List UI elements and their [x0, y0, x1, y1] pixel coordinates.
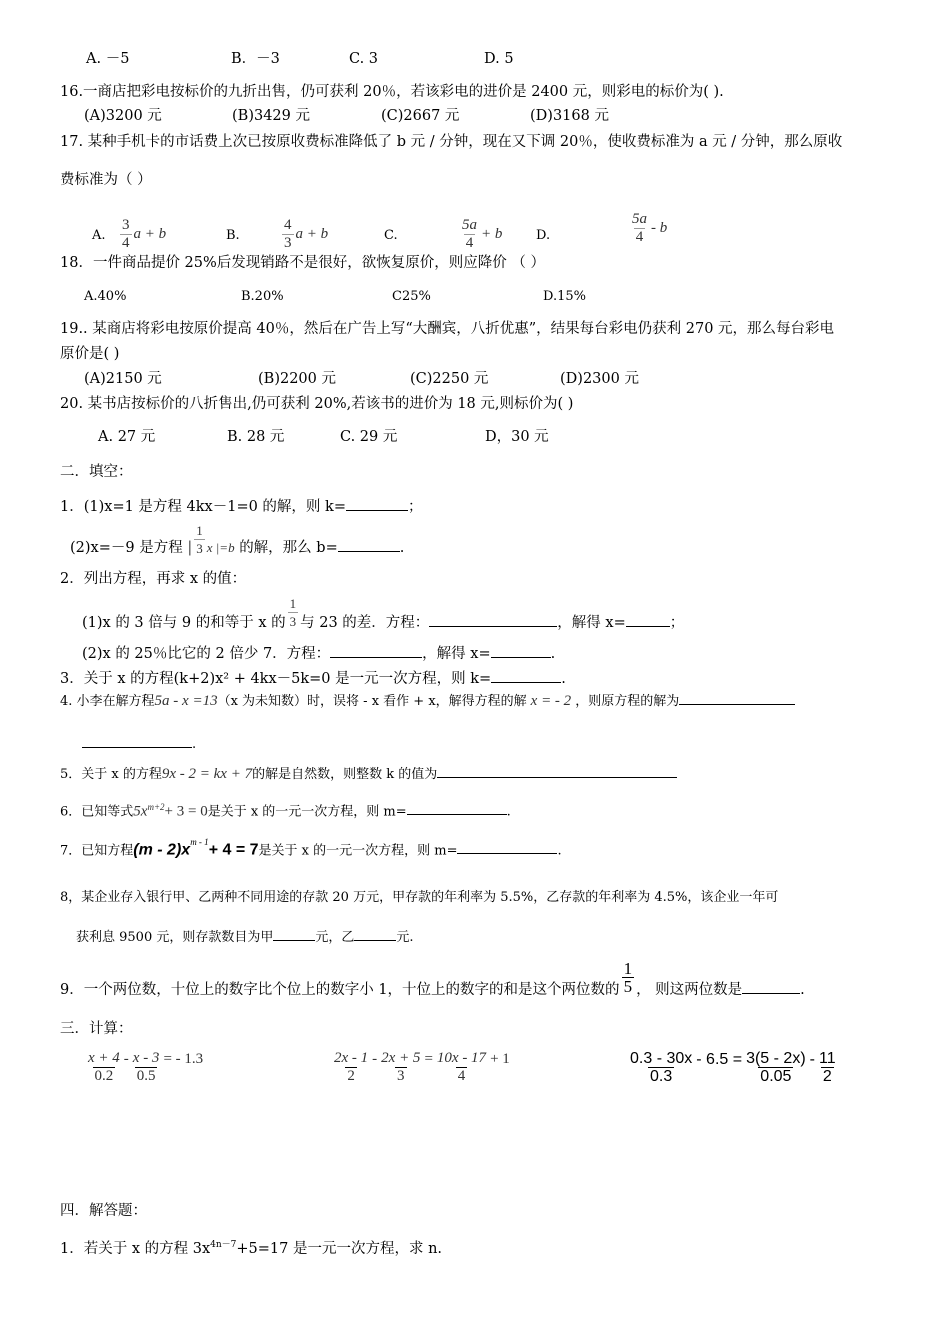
q18-option-c: C25% [392, 289, 431, 304]
blank-1a[interactable] [346, 496, 408, 511]
q20-option-b: B. 28 元 [227, 429, 285, 445]
section2-title: 二．填空： [60, 464, 133, 480]
q17-option-d: $\frac{5a}{4}$ - b [632, 211, 668, 245]
q20-option-d: D，30 元 [485, 429, 549, 445]
q19-option-b: (B)2200 元 [258, 371, 336, 387]
blank-8a[interactable] [273, 926, 315, 941]
q17-stem-line1: 17. 某种手机卡的市话费上次已按原收费标准降低了 b 元 / 分钟，现在又下调 20％，使收费标准为 a 元 / 分钟，那么原收 [60, 134, 843, 150]
blank-4a[interactable] [679, 690, 795, 705]
blank-5[interactable] [437, 763, 677, 778]
q16-option-b: (B)3429 元 [232, 108, 310, 124]
fill-2a: (1)x 的 3 倍与 9 的和等于 x 的 $\frac{1}{3}$ 与 23 的差．方程： ，解得 x= ； [82, 596, 685, 631]
fill-9: 9．一个两位数，十位上的数字比个位上的数字小 1，十位上的数字的和是这个两位数的 $\frac{1}{5}$ ， 则这两位数是 . [60, 959, 805, 998]
fill-1b: (2)x=－9 是方程 | $\frac{1}{3}$ x |=b 的解，那么 b= . [70, 523, 405, 556]
blank-4b[interactable] [82, 733, 192, 748]
fill-6: 6．已知等式$5x^{m+2}+ 3 = 0$是关于 x 的一元一次方程，则 m= . [60, 802, 511, 820]
q18-stem: 18．一件商品提价 25%后发现销路不是很好，欲恢复原价，则应降价 （ ） [60, 255, 546, 271]
q17-option-a-label: A. [92, 228, 106, 243]
q17-option-c: $\frac{5a}{4}$ + b [462, 217, 503, 251]
problem-1: 1．若关于 x 的方程 $3x^{4n-7}+5=17$ 是一元一次方程，求 n. [60, 1240, 443, 1257]
blank-8b[interactable] [354, 926, 396, 941]
blank-9[interactable] [742, 979, 800, 994]
fill-8-line2: 获利息 9500 元，则存款数目为甲 元，乙 元. [76, 926, 414, 947]
q17-stem-line2: 费标准为（ ） [60, 172, 152, 188]
section4-title: 四．解答题： [60, 1203, 147, 1219]
q20-option-c: C. 29 元 [340, 429, 398, 445]
q17-option-d-label: D. [536, 228, 551, 243]
blank-3[interactable] [491, 668, 561, 683]
fill-3: 3．关于 x 的方程(k+2)x² + 4kx－5k=0 是一元一次方程，则 k= . [60, 668, 566, 688]
q17-option-a: $\frac{3}{4}$ a + b [122, 217, 167, 251]
q16-stem: 16.一商店把彩电按标价的九折出售，仍可获利 20％，若该彩电的进价是 2400 元，则彩电的标价为( ). [60, 84, 724, 100]
q20-option-a: A. 27 元 [98, 429, 156, 445]
calc-eq-1: $\frac{x + 4}{0.2}$ - $\frac{x - 3}{0.5}$ = - 1.3 [88, 1050, 204, 1084]
q19-stem-line2: 原价是( ) [60, 346, 120, 362]
q19-option-a: (A)2150 元 [84, 371, 162, 387]
blank-2b-solution[interactable] [491, 643, 551, 658]
blank-2a-equation[interactable] [429, 612, 557, 627]
q20-stem: 20. 某书店按标价的八折售出,仍可获利 20%,若该书的进价为 18 元,则标价为( ) [60, 396, 574, 412]
q16-option-c: (C)2667 元 [381, 108, 460, 124]
blank-6[interactable] [407, 800, 507, 815]
q16-option-a: (A)3200 元 [84, 108, 162, 124]
q19-option-d: (D)2300 元 [560, 371, 639, 387]
blank-1b[interactable] [338, 537, 400, 552]
blank-7[interactable] [457, 839, 557, 854]
section3-title: 三．计算： [60, 1021, 133, 1037]
fill-2b: (2)x 的 25％比它的 2 倍少 7．方程： ，解得 x= . [82, 643, 555, 663]
fill-4-cont: . [82, 733, 196, 754]
fill-4: 4. 小李在解方程5a - x =13（x 为未知数）时，误将 - x 看作 + x，解得方程的解 x = - 2 ，则原方程的解为 [60, 690, 795, 711]
q15-option-b: B．－3 [231, 51, 280, 67]
fill-2-title: 2．列出方程，再求 x 的值： [60, 571, 247, 587]
fill-1a: 1．(1)x=1 是方程 4kx－1=0 的解，则 k= ； [60, 496, 422, 516]
q15-option-a: A. －5 [86, 51, 130, 67]
q15-option-d: D. 5 [484, 51, 514, 67]
q17-option-b-label: B. [226, 228, 240, 243]
q18-option-a: A.40% [84, 289, 127, 304]
q19-option-c: (C)2250 元 [410, 371, 489, 387]
blank-2b-equation[interactable] [330, 643, 422, 658]
q18-option-d: D.15% [543, 289, 586, 304]
calc-eq-2: $\frac{2x - 1}{2}$ - $\frac{2x + 5}{3}$ = $\frac{10x - 17}{4}$ + 1 [334, 1050, 510, 1084]
fill-8-line1: 8，某企业存入银行甲、乙两种不同用途的存款 20 万元，甲存款的年利率为 5.5%，乙存款的年利率为 4.5%，该企业一年可 [60, 890, 779, 905]
fill-7: 7．已知方程$(m - 2)x^{m - 1}+ 4 = 7$是关于 x 的一元一次方程，则 m= . [60, 837, 562, 859]
calc-eq-3: $\frac{0.3 - 30x}{0.3}$ - 6.5 = $\frac{3(5 - 2x)}{0.05}$ - $\frac{11}{2}$ [630, 1050, 836, 1085]
q15-option-c: C. 3 [349, 51, 379, 67]
q18-option-b: B.20% [241, 289, 284, 304]
blank-2a-solution[interactable] [626, 612, 670, 627]
q17-option-c-label: C. [384, 228, 398, 243]
q17-option-b: $\frac{4}{3}$ a + b [284, 217, 329, 251]
q19-stem-line1: 19.. 某商店将彩电按原价提高 40％，然后在广告上写“大酬宾，八折优惠”，结果每台彩电仍获利 270 元，那么每台彩电 [60, 321, 835, 337]
q16-option-d: (D)3168 元 [530, 108, 609, 124]
fill-5: 5．关于 x 的方程9x - 2 = kx + 7的解是自然数，则整数 k 的值为 [60, 763, 677, 784]
